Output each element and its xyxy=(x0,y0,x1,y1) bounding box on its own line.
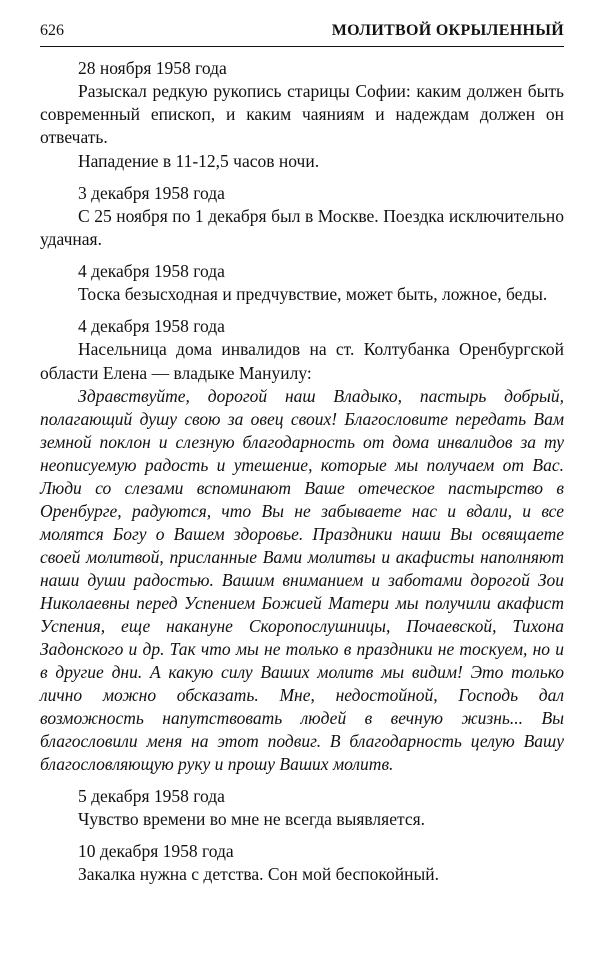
page-header xyxy=(40,20,564,44)
diary-entry xyxy=(40,182,564,251)
diary-entry xyxy=(40,260,564,306)
diary-entry xyxy=(40,785,564,831)
entry-date: 5 декабря 1958 года xyxy=(78,785,225,806)
entry-paragraph: Нападение в 11-12,5 часов ночи. xyxy=(78,150,320,171)
entry-date: 3 декабря 1958 года xyxy=(78,182,225,203)
diary-entry xyxy=(40,315,564,775)
diary-content xyxy=(40,54,564,886)
entry-paragraph: Чувство времени во мне не всегда выявляется. xyxy=(78,808,426,829)
entry-date: 10 декабря 1958 года xyxy=(78,841,234,862)
page-number: 626 xyxy=(40,22,64,39)
diary-entry xyxy=(40,57,564,173)
letter-quote: Здравствуйте, дорогой наш Владыко, пастырь добрый, полагающий душу свою за овец своих! Благословите передать Вам земной поклон и слезную благодарность от дома инвалидов за ту неописуемую радость и утешение, которые мы получаем от Вас. Люди со слезами вспоминают Ваше отеческое пастырство в Оренбурге, радуются, что Вы не забываете нас и вдали, и все молятся Богу о Вашем здоровье. Праздники наши Вы освящаете своей молитвой, присланные Вами молитвы и акафисты наполняют наши души радостью. Вашим вниманием и заботами дорогой Зои Николаевны перед Успением Божией Матери мы получили акафист Успения, еще накануне Скоропослушницы, Почаевской, Тихона Задонского и др. Так что мы не только в праздники не тоскуем, но и в другие дни. А какую силу Ваших молитв мы видим! Это только лично можно обсказать. Мне, недостойной, Господь дал возможность напутствовать людей в вечную жизнь... Вы благословили меня на этот подвиг. В благодарность целую Вашу благословляющую руку и прошу Ваших молитв. xyxy=(40,385,564,774)
entry-paragraph: С 25 ноября по 1 декабря был в Москве. Поездка исключительно удачная. xyxy=(40,205,564,250)
entry-date: 4 декабря 1958 года xyxy=(78,261,225,282)
entry-paragraph: Тоска безысходная и предчувствие, может быть, ложное, беды. xyxy=(78,284,548,305)
diary-entry xyxy=(40,840,564,886)
entry-paragraph: Разыскал редкую рукопись старицы Софии: каким должен быть современный епископ, и каким чаяниям и надеждам должен он отвечать. xyxy=(40,81,564,148)
entry-date: 4 декабря 1958 года xyxy=(78,316,225,337)
entry-date: 28 ноября 1958 года xyxy=(78,58,227,78)
running-title: МОЛИТВОЙ ОКРЫЛЕННЫЙ xyxy=(331,22,564,39)
entry-paragraph: Закалка нужна с детства. Сон мой беспокойный. xyxy=(78,864,440,885)
header-divider xyxy=(40,46,564,47)
entry-paragraph: Насельница дома инвалидов на ст. Колтубанка Оренбургской области Елена — владыке Мануилу: xyxy=(40,339,564,383)
